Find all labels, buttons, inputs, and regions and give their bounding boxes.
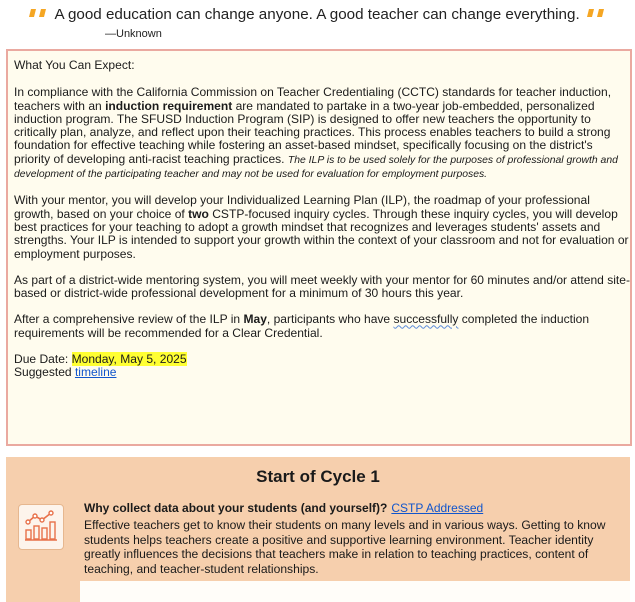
cycle-title: Start of Cycle 1 [256,467,380,486]
cycle-question: Why collect data about your students (and yourself)? CSTP Addressed [84,501,484,515]
ilp-disclaimer: The ILP is to be used solely for the purposes of professional growth and development of the participating teacher and may not be used for evaluation for employment purposes. [14,154,618,181]
cycle-content-panel [80,581,630,602]
paragraph-induction: In compliance with the California Commission on Teacher Credentialing (CCTC) standards for teacher induction, teachers with an induction requirement are mandated to partake in a two-year job-embedded, personalized induction program. The SFUSD Induction Program (SIP) is designed to offer new teachers the opportunity to critically plan, analyze, and reflect upon their teaching practices. This process enables teachers to build a strong foundation for effective teaching while fostering an asset-based mindset, specifically focusing on the district's priority of developing anti-racist teaching practices. The ILP is to be used solely for the purposes of professional growth and development of the participating teacher and may not be used for evaluation for employment purposes. [14,85,618,181]
paragraph-mentoring: As part of a district-wide mentoring system, you will meet weekly with your mentor for 60 minutes and/or attend site-based or district-wide professional development for a minimum of 30 hours this year. [14,272,630,301]
quote-line [0,4,635,26]
quote-section [0,4,635,26]
expectations-heading: What You Can Expect: [14,58,135,72]
due-date-value: Monday, May 5, 2025 [71,352,187,367]
paragraph-review: After a comprehensive review of the ILP in May, participants who have successfully completed the induction requirements will be recommended for a Clear Credential. [14,312,590,340]
due-date: Due Date: Monday, May 5, 2025 [14,352,187,367]
spellcheck-word: successfully [393,312,459,327]
close-quote-icon [584,6,606,22]
paragraph-ilp: With your mentor, you will develop your Individualized Learning Plan (ILP), the roadmap of your professional growth, based on your choice of two CSTP-focused inquiry cycles. Through these inquiry cycles, you will develop best practices for your teaching to adopt a growth mindset that recognizes and leverages students' assets and strengths. Your ILP is intended to support your growth within the context of your classroom and not for evaluation or employment purposes. [14,193,629,261]
cstp-addressed-link[interactable]: CSTP Addressed [391,501,484,515]
open-quote-icon [29,6,51,22]
quote-text: A good education can change anyone. A good teacher can change everything. [54,6,580,23]
expectations-box [6,49,632,446]
suggested-timeline: Suggested timeline [14,365,117,380]
quote-author: —Unknown [105,28,162,40]
data-chart-icon [18,504,64,550]
cycle-description: Effective teachers get to know their students on many levels and in various ways. Getting to know students helps teachers create a positive and supportive learning environment. Teacher identity greatly influences the decisions that teachers make in relation to teaching practices, content of teaching, and teacher-student relationships. [84,518,606,576]
cycle-1-section [6,457,630,602]
timeline-link[interactable]: timeline [74,365,117,380]
